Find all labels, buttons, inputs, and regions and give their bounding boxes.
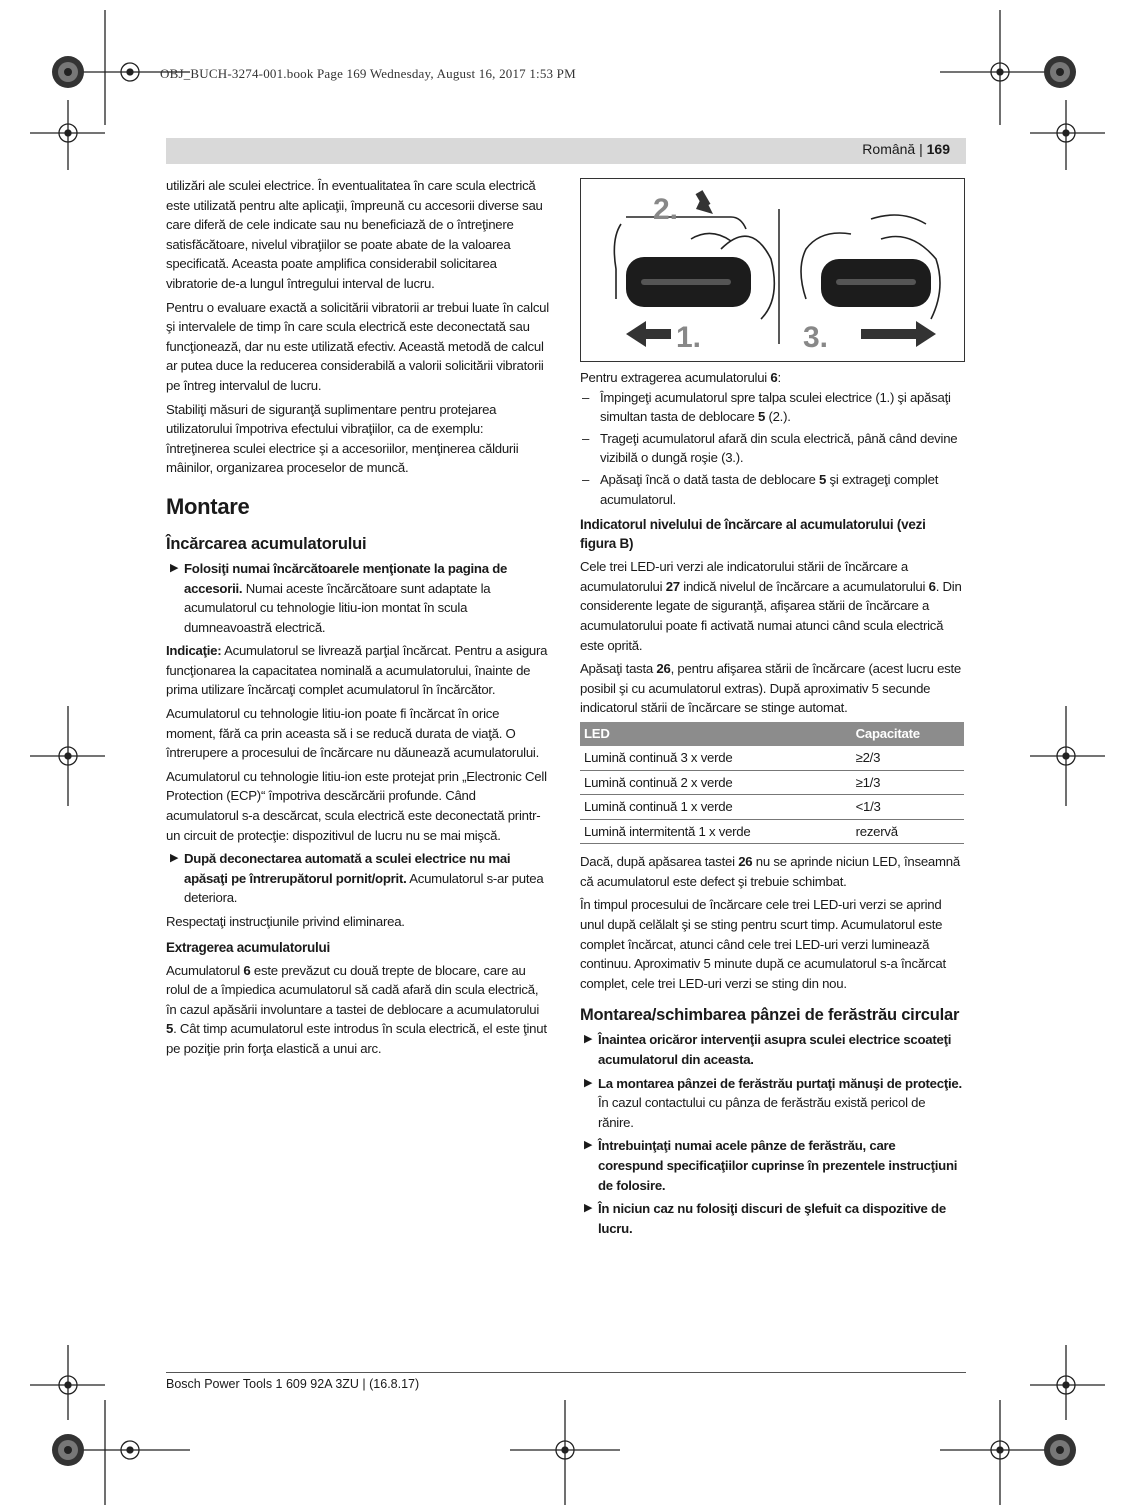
book-slug: OBJ_BUCH-3274-001.book Page 169 Wednesday, August 16, 2017 1:53 PM <box>160 66 576 81</box>
triangle-bullet-icon: ▶ <box>170 852 179 865</box>
bullet-item: ▶ Întrebuinţaţi numai acele pânze de ferăstrău, care corespund specificaţiilor cuprinse în prezentele instrucţiuni de folosire. <box>584 1138 958 1193</box>
triangle-bullet-icon: ▶ <box>584 1076 593 1089</box>
subsection-title-blade: Montarea/schimbarea pânzei de ferăstrău circular <box>580 1006 960 1025</box>
indicator-paragraph: Apăsaţi tasta 26, pentru afişarea stării de încărcare (acest lucru este posibil şi cu acumulatorul extras). După aproximativ 5 secunde indicatorul stării de încărcare se stinge automat. <box>580 661 962 716</box>
triangle-bullet-icon: ▶ <box>584 1033 593 1046</box>
intro-paragraph: Pentru o evaluare exactă a solicitării vibratorii ar trebui luate în calcul şi intervalele de timp în care scula electrică este deconectată sau funcţionează, dar nu este utilizată efectiv. Această metodă de calcul ar putea duce la reducerea considerabilă a valorii solicitării vibratorii pe întreg intervalul de lucru. <box>166 299 549 393</box>
step-item: – Trageţi acumulatorul afară din scula electrică, până când devine vizibilă o dungă roşie (3.). <box>582 430 958 466</box>
bullet-item: ▶ În niciun caz nu folosiţi discuri de şlefuit ca dispozitive de lucru. <box>584 1201 946 1236</box>
table-row: Lumină continuă 2 x verde ≥1/3 <box>580 770 964 795</box>
header-language: Română <box>862 141 916 157</box>
bullet-item: ▶ Înaintea oricăror intervenţii asupra sculei electrice scoateţi acumulatorul din aceasta. <box>584 1032 952 1068</box>
section-title-montare: Montare <box>166 493 250 519</box>
bullet-item: ▶ La montarea pânzei de ferăstrău purtaţi mănuşi de protecţie. În cazul contactului cu pânza de ferăstrău există pericol de rănire. <box>584 1075 962 1130</box>
figure-label: 3. <box>803 321 829 354</box>
battery-illustration <box>581 179 963 360</box>
ecp-paragraph: Acumulatorul cu tehnologie litiu-ion este protejat prin „Electronic Cell Protection (ECP)“ împotriva descărcării profunde. Când acumulatorul s-a descărcat, scula electrică este deconectată printr-un circuit de protecţie: dispozitivul de lucru nu se mai mişcă. <box>166 768 547 843</box>
table-row: Lumină intermitentă 1 x verde rezervă <box>580 819 964 844</box>
extract-intro: Pentru extragerea acumulatorului 6: <box>580 370 781 385</box>
page-number: 169 <box>926 141 950 157</box>
triangle-bullet-icon: ▶ <box>170 561 179 574</box>
intro-paragraph: utilizări ale sculei electrice. În eventualitatea în care scula electrică este utilizată pentru alte aplicaţii, împreună cu accesorii diverse sau care diferă de cele indicate sau nu beneficiază de o întreţinere satisfăcătoare, nivelul vibraţiilor se poate abate de la valoarea specificată. Aceasta poate amplifica considerabil solicitarea vibratorie de-a lungul întregului interval de lucru. <box>166 178 543 291</box>
table-header-cell: LED <box>580 722 852 746</box>
table-header-row <box>580 722 964 746</box>
right-column <box>580 368 964 1242</box>
header-band <box>166 138 966 164</box>
left-column <box>166 176 550 1063</box>
subsection-title-indicator: Indicatorul nivelului de încărcare al acumulatorului (vezi figura B) <box>580 517 926 552</box>
li-ion-paragraph: Acumulatorul cu tehnologie litiu-ion poate fi încărcat în orice moment, fără ca prin aceasta să i se reducă durata de viaţă. O întrerupere a procesului de încărcare nu dăunează acumulatorului. <box>166 706 540 761</box>
step-item: – Apăsaţi încă o dată tasta de deblocare 5 şi extrageţi complet acumulatorul. <box>582 471 939 507</box>
triangle-bullet-icon: ▶ <box>584 1202 593 1215</box>
subsection-title-charging: Încărcarea acumulatorului <box>166 534 367 553</box>
indicator-paragraph: Cele trei LED-uri verzi ale indicatorului stării de încărcare a acumulatorului 27 indică nivelul de încărcare a acumulatorului 6. Din considerente legate de siguranţă, afişarea stării de încărcare a acumulatorului poate fi activată numai atunci când scula electrică este oprită. <box>580 559 962 653</box>
figure-label: 2. <box>653 193 679 226</box>
bullet-item: ▶ După deconectarea automată a sculei electrice nu mai apăsaţi pe întrerupătorul pornit/oprit. Acumulatorul s-ar putea deteriora. <box>170 851 544 906</box>
intro-paragraph: Stabiliţi măsuri de siguranţă suplimentare pentru protejarea utilizatorului împotriva efectului vibraţiilor, ca de exemplu: întreţinerea sculei electrice şi a accesoriilor, menţinerea căldurii mâinilor, organizarea proceselor de muncă. <box>166 401 519 476</box>
triangle-bullet-icon: ▶ <box>584 1139 593 1152</box>
table-row: Lumină continuă 1 x verde <1/3 <box>580 795 964 820</box>
bullet-item: ▶ Folosiţi numai încărcătoarele menţionate la pagina de accesorii. Numai aceste încărcătoare sunt adaptate la acumulatorul cu tehnologie litiu-ion montat în scula dumneavoastră electrică. <box>170 560 508 635</box>
removal-paragraph: Acumulatorul 6 este prevăzut cu două trepte de blocare, care au rolul de a împiedica acumulatorul să cadă afară din scula electrică, în cazul apăsării involuntare a tastei de deblocare a acumulatorului 5. Cât timp acumulatorul este introdus în scula electrică, el este ţinut pe poziţie prin forţa elastică a unui arc. <box>166 962 547 1056</box>
table-row: Lumină continuă 3 x verde ≥2/3 <box>580 746 964 770</box>
disposal-paragraph: Respectaţi instrucţiunile privind eliminarea. <box>166 914 405 929</box>
defect-paragraph: Dacă, după apăsarea tastei 26 nu se aprinde niciun LED, înseamnă că acumulatorul este defect şi trebuie schimbat. <box>580 854 960 889</box>
charging-leds-paragraph: În timpul procesului de încărcare cele trei LED-uri verzi se aprind unul după celălalt şi se sting pentru scurt timp. Acumulatorul este complet încărcat, atunci când cele trei LED-uri verzi luminează continuu. Aproximativ 5 minute după ce acumulatorul s-a încărcat complet, cele trei LED-uri verzi se sting din nou. <box>580 897 946 991</box>
step-item: – Împingeţi acumulatorul spre talpa sculei electrice (1.) şi apăsaţi simultan tasta de deblocare 5 (2.). <box>582 389 951 425</box>
figure-label: 1. <box>676 321 702 354</box>
running-header: Română | 169 <box>862 141 950 157</box>
led-capacity-table <box>580 722 964 844</box>
note-paragraph: Indicaţie: Acumulatorul se livrează parţial încărcat. Pentru a asigura funcţionarea la capacitatea nominală a acumulatorului, înainte de prima utilizare încărcaţi complet acumulatorul în încărcător. <box>166 643 548 698</box>
battery-removal-figure <box>580 178 965 362</box>
footer-divider <box>166 1372 966 1373</box>
subsection-title-removal: Extragerea acumulatorului <box>166 939 331 955</box>
footer: Bosch Power Tools 1 609 92A 3ZU | (16.8.17) <box>166 1377 420 1391</box>
table-header-cell: Capacitate <box>852 722 964 746</box>
